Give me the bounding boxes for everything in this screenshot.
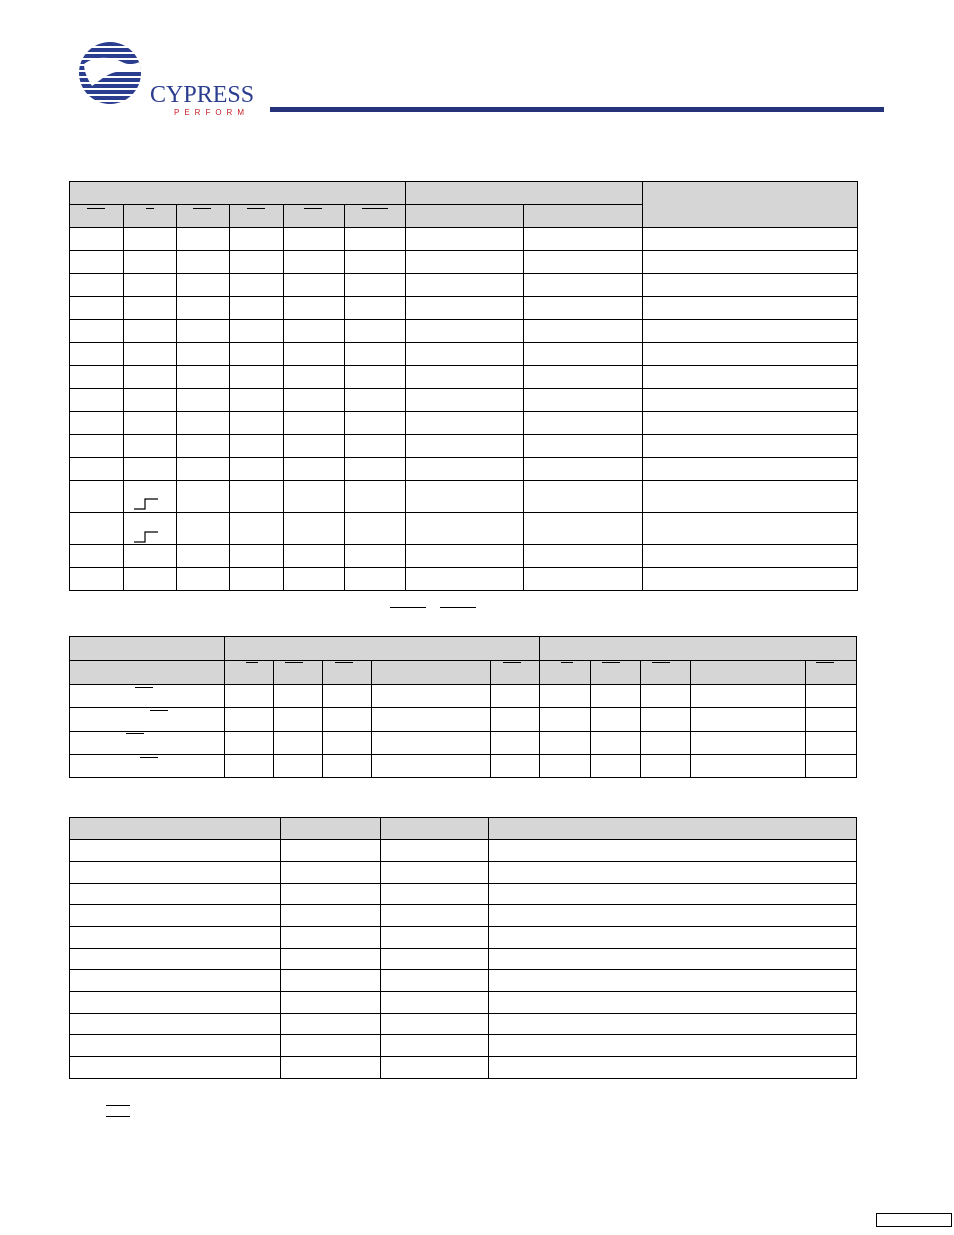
rising-edge-icon xyxy=(133,530,159,544)
logo-text: CYPRESS xyxy=(150,82,255,108)
overbar xyxy=(816,662,834,663)
table-row xyxy=(70,949,857,970)
table-row xyxy=(70,545,858,568)
table-row xyxy=(70,297,858,320)
parameter-table xyxy=(69,817,857,1079)
mode-table-header-group-2 xyxy=(540,637,857,661)
table-row xyxy=(70,1014,857,1035)
table-row xyxy=(70,862,857,884)
truth-table xyxy=(69,181,858,591)
overbar xyxy=(106,1116,130,1117)
table-row xyxy=(70,685,857,708)
mode-table-header-group-1 xyxy=(225,637,540,661)
table-row xyxy=(70,840,857,862)
mode-table-header xyxy=(70,637,225,661)
table-row xyxy=(70,755,857,778)
overbar xyxy=(652,662,670,663)
param-table-header xyxy=(381,818,489,840)
overbar xyxy=(106,1105,130,1106)
table-row xyxy=(70,481,858,513)
table-row xyxy=(70,435,858,458)
table-row xyxy=(70,905,857,927)
cypress-logo xyxy=(70,40,255,118)
overbar xyxy=(135,687,153,688)
table-row xyxy=(70,389,858,412)
overbar xyxy=(561,662,573,663)
table-row xyxy=(70,884,857,905)
truth-table-header-operation xyxy=(643,182,858,228)
table-row xyxy=(70,513,858,545)
page-number-box xyxy=(876,1213,952,1227)
table-row xyxy=(70,412,858,435)
logo-tagline: PERFORM xyxy=(174,108,249,117)
table-row xyxy=(70,1035,857,1057)
overbar xyxy=(440,607,476,608)
table-row xyxy=(70,992,857,1014)
overbar xyxy=(246,662,258,663)
overbar xyxy=(150,710,168,711)
param-table-header xyxy=(281,818,381,840)
param-table-header xyxy=(489,818,857,840)
rising-edge-icon xyxy=(133,497,159,511)
overbar xyxy=(87,208,105,209)
header-rule xyxy=(270,107,884,112)
overbar xyxy=(390,607,426,608)
table-row xyxy=(70,320,858,343)
table-row xyxy=(70,970,857,992)
mode-table xyxy=(69,636,857,778)
mode-table-col-header xyxy=(70,661,225,685)
table-row xyxy=(70,1057,857,1079)
overbar xyxy=(146,208,154,209)
table-row xyxy=(70,568,858,591)
table-row xyxy=(70,732,857,755)
table-row xyxy=(70,343,858,366)
table-row xyxy=(70,274,858,297)
overbar xyxy=(304,208,322,209)
overbar xyxy=(503,662,521,663)
overbar xyxy=(602,662,620,663)
table-row xyxy=(70,927,857,949)
overbar xyxy=(247,208,265,209)
overbar xyxy=(335,662,353,663)
truth-table-header-group-1 xyxy=(70,182,406,205)
table-row xyxy=(70,708,857,732)
overbar xyxy=(140,757,158,758)
table-row xyxy=(70,366,858,389)
overbar xyxy=(126,733,144,734)
truth-table-col-header xyxy=(524,205,643,228)
overbar xyxy=(362,208,388,209)
param-table-header xyxy=(70,818,281,840)
table-row xyxy=(70,228,858,251)
overbar xyxy=(193,208,211,209)
overbar xyxy=(285,662,303,663)
truth-table-header-group-2 xyxy=(406,182,643,205)
table-row xyxy=(70,251,858,274)
table-row xyxy=(70,458,858,481)
truth-table-col-header xyxy=(406,205,524,228)
